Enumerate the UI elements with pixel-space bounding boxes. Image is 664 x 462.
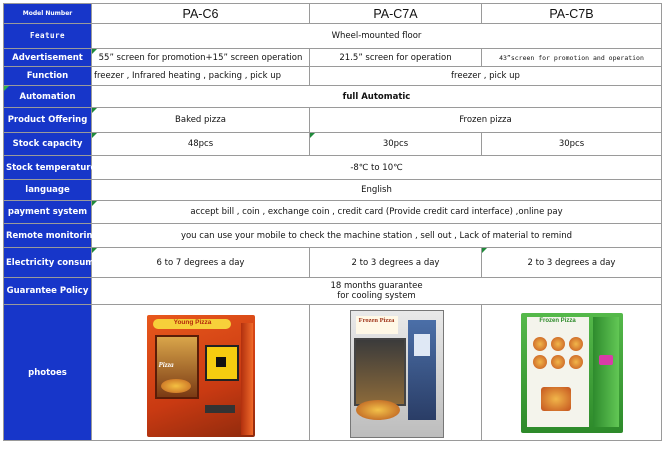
product-pa-c6: Baked pizza [92, 108, 310, 133]
label-stock-temperature: Stock temperature [4, 156, 92, 180]
row-automation [4, 86, 662, 108]
language-value: English [92, 180, 662, 201]
payment-value: accept bill , coin , exchange coin , credit card (Provide credit card interface) ,online pay [92, 201, 662, 224]
label-product-offering: Product Offering [4, 108, 92, 133]
advertisement-pa-c7a: 21.5” screen for operation [310, 49, 482, 67]
row-photos [4, 305, 662, 441]
row-stock-capacity [4, 133, 662, 156]
label-remote-monitoring: Remote monitoring [4, 224, 92, 248]
spec-sheet [3, 3, 661, 441]
c7a-sign: Frozen Pizza [358, 316, 395, 324]
product-pa-c7: Frozen pizza [310, 108, 662, 133]
model-pa-c7b: PA-C7B [482, 4, 662, 24]
electricity-pa-c7a: 2 to 3 degrees a day [310, 248, 482, 278]
row-feature [4, 24, 662, 49]
row-language [4, 180, 662, 201]
row-model-number [4, 4, 662, 24]
row-advertisement [4, 49, 662, 67]
label-photos: photoes [4, 305, 92, 441]
label-guarantee: Guarantee Policy [4, 278, 92, 305]
automation-value: full Automatic [92, 86, 662, 108]
capacity-pa-c6: 48pcs [92, 133, 310, 156]
machine-pa-c6-image [145, 309, 257, 437]
label-model-number: Model Number [4, 4, 92, 24]
machine-pa-c7a-image [346, 308, 446, 438]
machine-pa-c7b-image [517, 309, 627, 437]
label-language: language [4, 180, 92, 201]
label-function: Function [4, 67, 92, 86]
model-pa-c6: PA-C6 [92, 4, 310, 24]
label-feature: Feature [4, 24, 92, 49]
photo-pa-c7a [310, 305, 482, 441]
row-payment-system [4, 201, 662, 224]
row-remote-monitoring [4, 224, 662, 248]
photo-pa-c6 [92, 305, 310, 441]
guarantee-line-1: 18 months guarantee [330, 281, 423, 291]
label-payment-system: payment system [4, 201, 92, 224]
electricity-pa-c6: 6 to 7 degrees a day [92, 248, 310, 278]
c7b-sign: Frozen Pizza [539, 317, 576, 324]
photo-pa-c7b [482, 305, 662, 441]
capacity-pa-c7a: 30pcs [310, 133, 482, 156]
model-pa-c7a: PA-C7A [310, 4, 482, 24]
function-pa-c7: freezer , pick up [310, 67, 662, 86]
temperature-value: -8℃ to 10℃ [92, 156, 662, 180]
label-automation: Automation [4, 86, 92, 108]
advertisement-pa-c7b: 43”screen for promotion and operation [482, 49, 662, 67]
label-advertisement: Advertisement [4, 49, 92, 67]
advertisement-pa-c6: 55” screen for promotion+15” screen operation [92, 49, 310, 67]
function-pa-c6: freezer , Infrared heating , packing , pick up [92, 67, 310, 86]
remote-monitoring-value: you can use your mobile to check the machine station , sell out , Lack of material to remind [92, 224, 662, 248]
guarantee-value [92, 278, 662, 305]
capacity-pa-c7b: 30pcs [482, 133, 662, 156]
c6-window-text: Pizza [158, 360, 174, 369]
row-guarantee [4, 278, 662, 305]
electricity-pa-c7b: 2 to 3 degrees a day [482, 248, 662, 278]
row-function [4, 67, 662, 86]
label-stock-capacity: Stock capacity [4, 133, 92, 156]
spec-table [3, 3, 662, 441]
row-stock-temperature [4, 156, 662, 180]
c6-sign: Young Pizza [173, 318, 212, 326]
guarantee-line-2: for cooling system [337, 291, 416, 301]
row-electricity [4, 248, 662, 278]
row-product-offering [4, 108, 662, 133]
label-electricity: Electricity consumption [4, 248, 92, 278]
feature-value: Wheel-mounted floor [92, 24, 662, 49]
